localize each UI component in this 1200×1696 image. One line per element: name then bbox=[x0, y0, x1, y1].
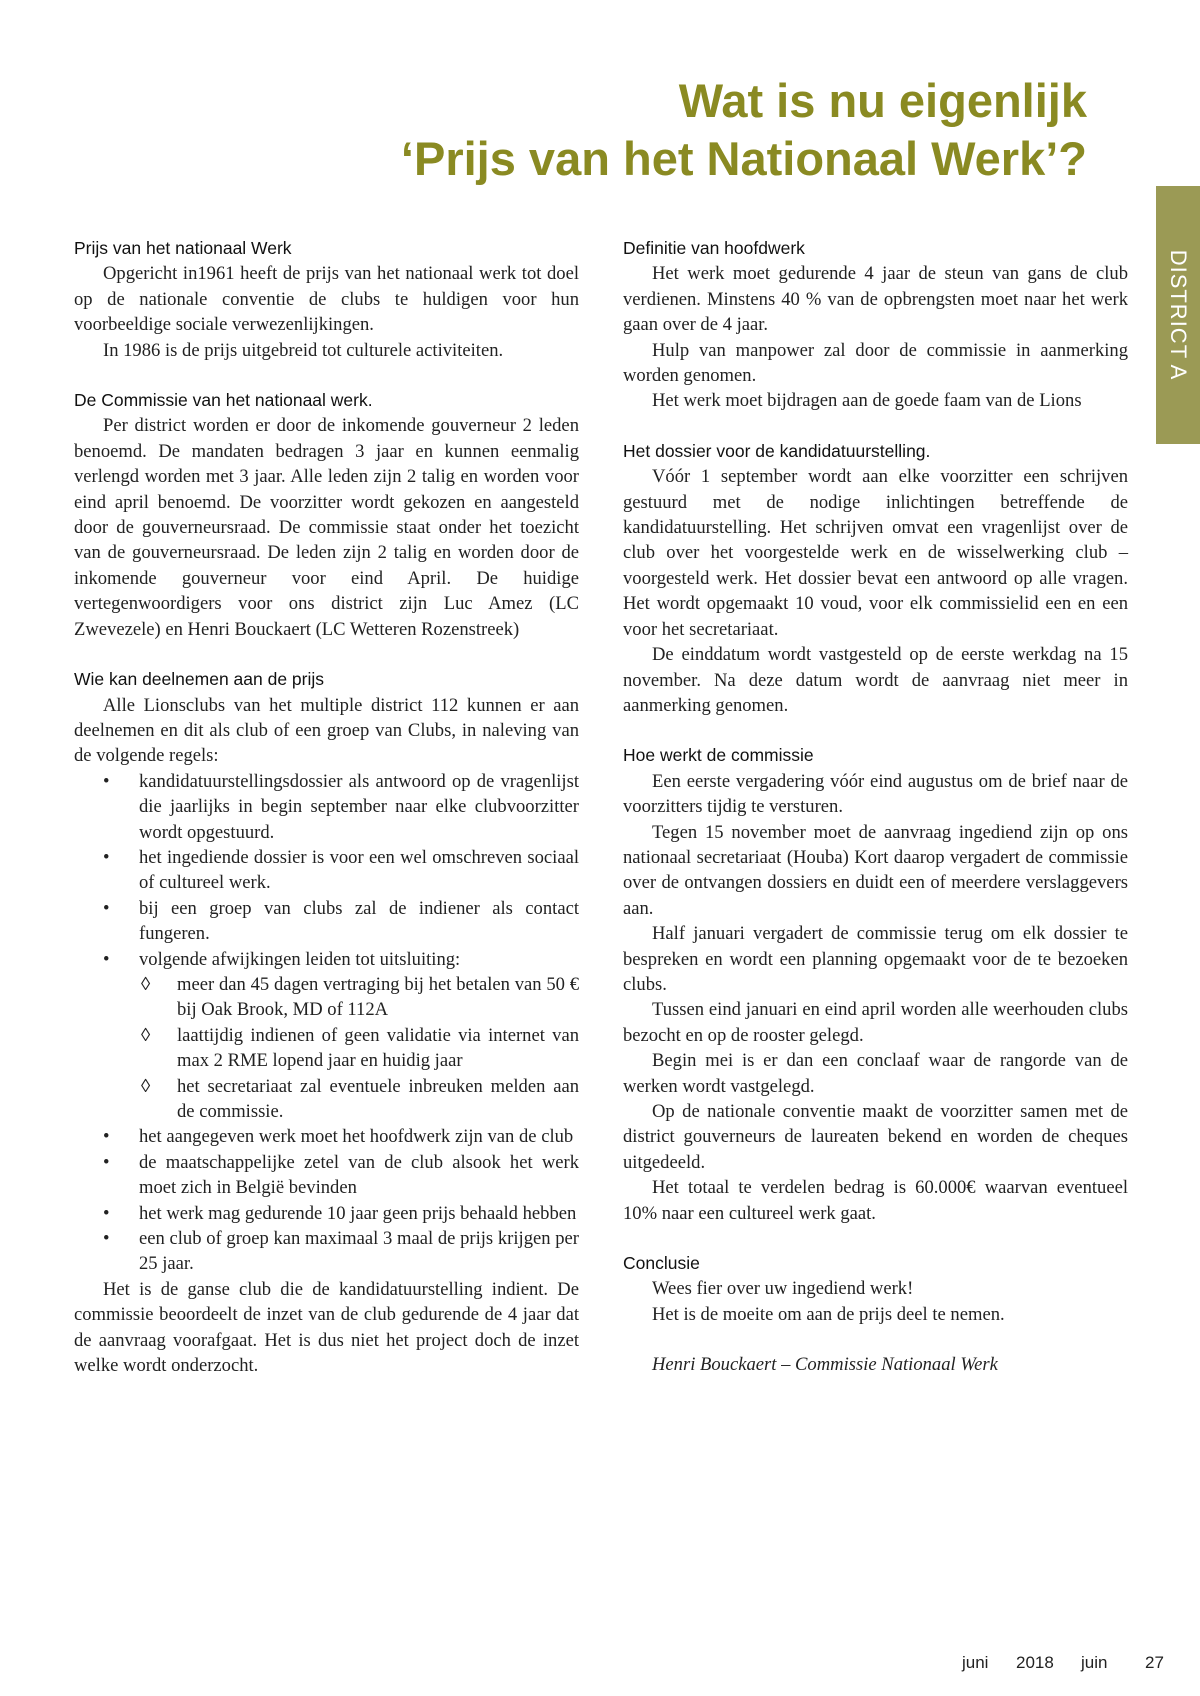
paragraph: Opgericht in1961 heeft de prijs van het nationaal werk tot doel op de nationale conventie de clubs te huldigen voor hun voorbeeldige sociale verwezenlijkingen. bbox=[74, 263, 579, 336]
paragraph: Alle Lionsclubs van het multiple district 112 kunnen er aan deelnemen en dit als club of een groep van Clubs, in naleving van de volgende regels: bbox=[74, 694, 579, 767]
bullet-icon: • bbox=[103, 770, 110, 792]
section-heading: Hoe werkt de commissie bbox=[623, 745, 814, 766]
paragraph: Begin mei is er dan een conclaaf waar de rangorde van de werken wordt vastgelegd. bbox=[623, 1050, 1128, 1097]
district-tab-label: DISTRICT A bbox=[1166, 249, 1191, 381]
paragraph: Hulp van manpower zal door de commissie in aanmerking worden genomen. bbox=[623, 339, 1128, 387]
title-line-2: ‘Prijs van het Nationaal Werk’? bbox=[400, 132, 1087, 185]
list-item bbox=[74, 947, 579, 1125]
district-side-tab bbox=[1156, 186, 1200, 444]
list-item-text: kandidatuurstellingsdossier als antwoord op de vragenlijst die jaarlijks in begin september naar elke clubvoorzitter wordt opgestuurd. bbox=[139, 770, 579, 843]
paragraph: De einddatum wordt vastgesteld op de eerste werkdag na 15 november. Na deze datum wordt de aanvraag niet meer in aanmerking genomen. bbox=[623, 644, 1128, 716]
section-heading: Het dossier voor de kandidatuurstelling. bbox=[623, 440, 931, 461]
bullet-icon: • bbox=[103, 948, 110, 970]
paragraph: Het totaal te verdelen bedrag is 60.000€ waarvan eventueel 10% naar een cultureel werk gaat. bbox=[623, 1177, 1128, 1224]
bullet-icon: • bbox=[103, 1126, 110, 1148]
list-item-text: een club of groep kan maximaal 3 maal de prijs krijgen per 25 jaar. bbox=[139, 1228, 579, 1275]
paragraph: In 1986 is de prijs uitgebreid tot culturele activiteiten. bbox=[103, 339, 504, 361]
list-item-text: het aangegeven werk moet het hoofdwerk zijn van de club bbox=[139, 1126, 574, 1148]
bullet-icon: • bbox=[103, 1228, 110, 1250]
diamond-icon: ◊ bbox=[141, 1075, 151, 1097]
list-item-text: de maatschappelijke zetel van de club alsook het werk moet zich in België bevinden bbox=[139, 1151, 579, 1199]
exclusion-sublist bbox=[139, 972, 579, 1124]
sub-list-item-text: laattijdig indienen of geen validatie via internet van max 2 RME lopend jaar en huidig jaar bbox=[177, 1024, 579, 1072]
diamond-icon: ◊ bbox=[141, 973, 151, 995]
paragraph: Een eerste vergadering vóór eind augustus om de brief naar de voorzitters tijdig te versturen. bbox=[623, 770, 1128, 818]
sub-list-item-text: het secretariaat zal eventuele inbreuken melden aan de commissie. bbox=[177, 1075, 579, 1122]
paragraph: Wees fier over uw ingediend werk! bbox=[652, 1278, 914, 1300]
sub-list-item bbox=[139, 972, 579, 1023]
bullet-icon: • bbox=[103, 1151, 110, 1173]
list-item-text: bij een groep van clubs zal de indiener als contact fungeren. bbox=[139, 897, 579, 945]
paragraph: Tegen 15 november moet de aanvraag ingediend zijn op ons nationaal secretariaat (Houba) Kort daarop vergadert de commissie over de ontvangen dossiers en duidt een of meerdere verslaggevers aan. bbox=[623, 821, 1128, 919]
list-item bbox=[74, 1201, 579, 1226]
footer-year: 2018 bbox=[1016, 1653, 1054, 1672]
bullet-icon: • bbox=[103, 846, 110, 868]
paragraph: Het is de ganse club die de kandidatuurstelling indient. De commissie beoordeelt de inzet van de club gedurende de 4 jaar dat de aanvraag voorafgaat. Het is dus niet het project doch de inzet welke wordt onderzocht. bbox=[74, 1278, 579, 1377]
list-item-text: het ingediende dossier is voor een wel omschreven sociaal of cultureel werk. bbox=[139, 846, 579, 894]
sub-list-item bbox=[139, 1074, 579, 1125]
list-item bbox=[74, 1124, 579, 1149]
page-title bbox=[401, 72, 1087, 188]
footer-month-nl: juni bbox=[962, 1653, 989, 1672]
paragraph: Tussen eind januari en eind april worden alle weerhouden clubs bezocht en op de rooster gelegd. bbox=[623, 999, 1128, 1046]
left-column bbox=[74, 236, 579, 1378]
diamond-icon: ◊ bbox=[141, 1024, 151, 1046]
list-item-text: het werk mag gedurende 10 jaar geen prijs behaald hebben bbox=[139, 1202, 577, 1224]
title-line-1: Wat is nu eigenlijk bbox=[678, 74, 1087, 127]
list-item bbox=[74, 769, 579, 845]
section-heading: Conclusie bbox=[623, 1253, 700, 1274]
bullet-icon: • bbox=[103, 1202, 110, 1224]
section-heading: Wie kan deelnemen aan de prijs bbox=[74, 669, 325, 690]
list-item bbox=[74, 845, 579, 896]
right-column bbox=[623, 236, 1128, 1378]
list-item bbox=[74, 1226, 579, 1277]
sub-list-item bbox=[139, 1023, 579, 1074]
section-heading: Prijs van het nationaal Werk bbox=[74, 238, 292, 258]
paragraph: Vóór 1 september wordt aan elke voorzitter een schrijven gestuurd met de nodige inlichtingen betreffende de kandidatuurstelling. Het schrijven omvat een vragenlijst over de club over het voorgestelde werk en de wisselwerking club – voorgesteld werk. Het dossier bevat een antwoord op alle vragen. Het wordt opgemaakt 10 voud, voor elk commissielid een en een voor het secretariaat. bbox=[623, 466, 1128, 640]
author-signature: Henri Bouckaert – Commissie Nationaal Werk bbox=[652, 1354, 998, 1376]
list-item-text: volgende afwijkingen leiden tot uitsluiting: bbox=[139, 948, 461, 970]
paragraph: Op de nationale conventie maakt de voorzitter samen met de district gouverneurs de laureaten bekend en worden de cheques uitgedeeld. bbox=[623, 1101, 1128, 1173]
section-heading: Definitie van hoofdwerk bbox=[623, 238, 805, 258]
paragraph: Half januari vergadert de commissie terug om elk dossier te bespreken en wordt een planning opgemaakt voor de te bezoeken clubs. bbox=[623, 923, 1128, 995]
paragraph: Het werk moet bijdragen aan de goede faam van de Lions bbox=[652, 390, 1082, 412]
paragraph: Het werk moet gedurende 4 jaar de steun van gans de club verdienen. Minstens 40 % van de opbrengsten moet naar het werk gaan over de 4 jaar. bbox=[623, 263, 1128, 336]
rules-list bbox=[74, 769, 579, 1277]
footer-month-fr: juin bbox=[1081, 1653, 1108, 1672]
paragraph: Het is de moeite om aan de prijs deel te nemen. bbox=[652, 1303, 1005, 1325]
page-number: 27 bbox=[1145, 1653, 1164, 1672]
list-item bbox=[74, 1150, 579, 1201]
bullet-icon: • bbox=[103, 897, 110, 919]
paragraph: Per district worden er door de inkomende gouverneur 2 leden benoemd. De mandaten bedragen 3 jaar en kunnen eenmalig verlengd worden met 3 jaar. Alle leden zijn 2 talig en worden voor eind april benoemd. De voorzitter wordt gekozen en aangesteld door de gouverneursraad. De commissie staat onder het toezicht van de gouverneursraad. De leden zijn 2 talig en worden door de inkomende gouverneur voor eind April. De huidige vertegenwoordigers voor ons district zijn Luc Amez (LC Zwevezele) en Henri Bouckaert (LC Wetteren Rozenstreek) bbox=[74, 415, 579, 640]
sub-list-item-text: meer dan 45 dagen vertraging bij het betalen van 50 € bij Oak Brook, MD of 112A bbox=[177, 973, 579, 1021]
list-item bbox=[74, 896, 579, 947]
section-heading: De Commissie van het nationaal werk. bbox=[74, 390, 373, 411]
